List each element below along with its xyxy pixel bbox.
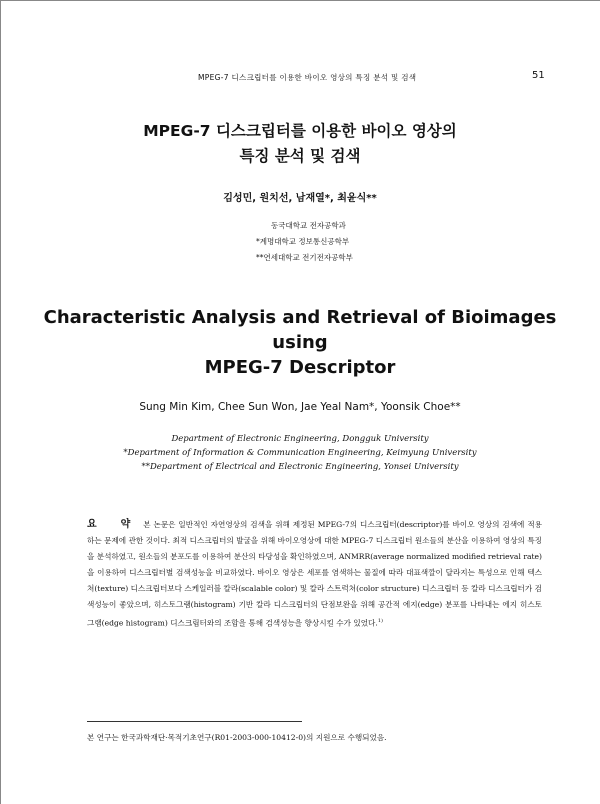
korean-title-line: 특징 분석 및 검색 <box>239 147 361 165</box>
footnote: 본 연구는 한국과학재단·목적기초연구(R01-2003-000-10412-0)의 지원으로 수행되었음. <box>87 733 387 742</box>
abstract-label: 요 약 <box>87 519 141 530</box>
abstract-body: 본 논문은 일반적인 자연영상의 검색을 위해 제정된 MPEG-7의 디스크립터(descriptor)를 바이오 영상의 검색에 적용하는 문제에 관한 것이다. 최적 디스크립터의 발굴을 위해 바이오영상에 대한 MPEG-7 디스크립터 원소들의 분산을 이용하여 영상의 특징을 분석하였고, 원소들의 분포도를 이용하여 분산의 타당성을 확인하였으며, ANMRR(average normalized modified retrieval rate)을 이용하여 디스크립터별 검색성능을 비교하였다. 바이오 영상은 세포를 염색하는 물질에 따라 대표색깔이 달라지는 특성으로 인해 텍스쳐(texture) 디스크립터보다 스케일러블 칼라(scalable color) 및 칼라 스트럭쳐(color structure) 디스크립터 등 칼라 디스크립터가 검색성능이 좋았으며, 히스토그램(histogram) 기반 칼라 디스크립터의 단점보완을 위해 공간적 에지(edge) 분포를 나타내는 에지 히스토그램(edge histogram) 디스크립터와의 조합을 통해 검색성능을 향상시킬 수가 있었다. <box>87 520 542 628</box>
english-title-line: Characteristic Analysis and Retrieval of Bioimages <box>43 307 557 328</box>
english-authors: Sung Min Kim, Chee Sun Won, Jae Yeal Nam*, Yoonsik Choe** <box>139 401 461 413</box>
korean-title <box>0 119 600 169</box>
page-number: 51 <box>532 70 545 81</box>
page-edge <box>0 0 600 1</box>
korean-authors: 김성민, 원치선, 남재열*, 최윤식** <box>223 193 377 204</box>
affiliation: Department of Electronic Engineering, Dongguk University <box>171 434 429 444</box>
affiliation: **연세대학교 전기전자공학부 <box>256 253 353 262</box>
affiliation: *Department of Information & Communication Engineering, Keimyung University <box>123 448 477 458</box>
footnote-divider <box>87 721 302 722</box>
abstract <box>87 517 542 632</box>
affiliation: *계명대학교 정보통신공학부 <box>256 237 350 246</box>
korean-affiliations <box>256 218 456 266</box>
english-title <box>0 305 600 380</box>
affiliation: 동국대학교 전자공학과 <box>271 221 346 230</box>
footnote-marker: 1) <box>377 618 383 624</box>
affiliation: **Department of Electrical and Electronic Engineering, Yonsei University <box>141 462 459 472</box>
english-title-line: using <box>272 332 328 353</box>
english-title-line: MPEG-7 Descriptor <box>204 357 396 378</box>
korean-title-line: MPEG-7 디스크립터를 이용한 바이오 영상의 <box>143 122 457 140</box>
english-affiliations <box>0 432 600 474</box>
running-title: MPEG-7 디스크립터를 이용한 바이오 영상의 특징 분석 및 검색 <box>198 73 417 82</box>
